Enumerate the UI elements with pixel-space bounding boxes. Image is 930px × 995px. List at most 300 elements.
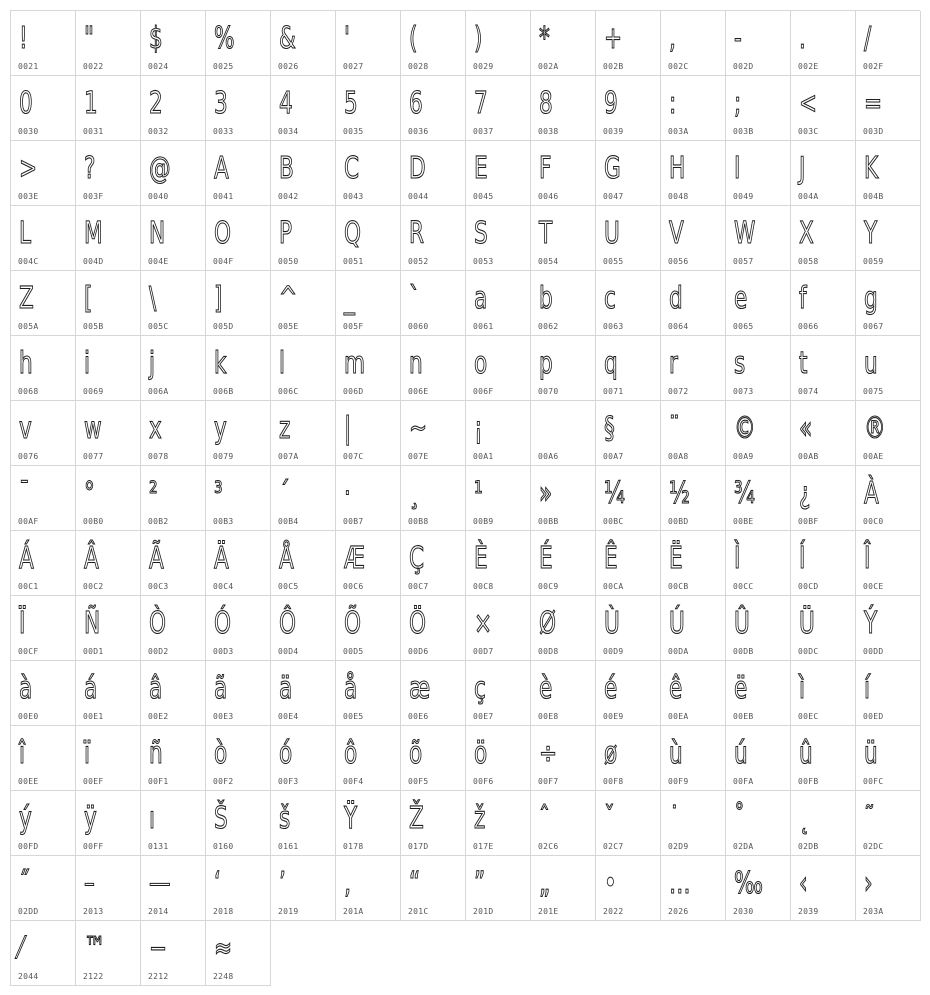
glyph-cell (141, 531, 206, 596)
glyph-cell (466, 596, 531, 661)
glyph-sample: m (344, 346, 366, 381)
glyph-cell (661, 531, 726, 596)
glyph-sample: Ž (409, 801, 424, 836)
glyph-cell (141, 791, 206, 856)
glyph-sample: b (539, 281, 553, 316)
glyph-cell (141, 856, 206, 921)
glyph-codepoint: 0033 (213, 127, 234, 136)
glyph-sample: S (474, 216, 488, 251)
glyph-sample: Ê (604, 541, 618, 576)
glyph-sample: Ö (409, 606, 427, 641)
glyph-codepoint: 0064 (668, 322, 689, 331)
glyph-codepoint: 00E7 (473, 712, 494, 721)
glyph-cell (791, 206, 856, 271)
glyph-codepoint: 0061 (473, 322, 494, 331)
glyph-sample: ¹ (474, 476, 483, 511)
glyph-cell (271, 791, 336, 856)
glyph-codepoint: 2044 (18, 972, 39, 981)
glyph-cell (726, 11, 791, 76)
glyph-cell (11, 466, 76, 531)
glyph-cell (206, 596, 271, 661)
glyph-sample: ý (19, 801, 32, 836)
glyph-cell (726, 856, 791, 921)
glyph-codepoint: 00B7 (343, 517, 364, 526)
glyph-sample: Ä (214, 541, 229, 576)
glyph-codepoint: 00A1 (473, 452, 494, 461)
glyph-codepoint: 0054 (538, 257, 559, 266)
glyph-codepoint: 2018 (213, 907, 234, 916)
glyph-codepoint: 2014 (148, 907, 169, 916)
glyph-cell (726, 141, 791, 206)
glyph-codepoint: 017D (408, 842, 429, 851)
glyph-codepoint: 00D9 (603, 647, 624, 656)
glyph-codepoint: 00C7 (408, 582, 429, 591)
glyph-cell (141, 921, 206, 986)
glyph-codepoint: 201E (538, 907, 559, 916)
glyph-codepoint: 00E2 (148, 712, 169, 721)
glyph-sample: ¾ (734, 476, 755, 511)
glyph-cell (726, 336, 791, 401)
glyph-cell (11, 791, 76, 856)
glyph-codepoint: 0036 (408, 127, 429, 136)
glyph-sample: ø (604, 736, 618, 771)
glyph-codepoint: 004E (148, 257, 169, 266)
glyph-codepoint: 00C5 (278, 582, 299, 591)
glyph-cell (466, 661, 531, 726)
glyph-sample: * (539, 21, 550, 56)
glyph-cell (856, 856, 921, 921)
glyph-codepoint: 2039 (798, 907, 819, 916)
glyph-codepoint: 006D (343, 387, 364, 396)
glyph-sample: Û (734, 606, 750, 641)
glyph-codepoint: 00F8 (603, 777, 624, 786)
glyph-cell (336, 531, 401, 596)
glyph-codepoint: 00D4 (278, 647, 299, 656)
glyph-codepoint: 002E (798, 62, 819, 71)
glyph-sample: e (734, 281, 748, 316)
glyph-sample: ; (734, 86, 742, 121)
glyph-codepoint: 0032 (148, 127, 169, 136)
glyph-codepoint: 005C (148, 322, 169, 331)
glyph-sample: W (734, 216, 756, 251)
glyph-codepoint: 0065 (733, 322, 754, 331)
glyph-cell (531, 271, 596, 336)
glyph-sample: ï (84, 736, 91, 771)
glyph-cell (206, 856, 271, 921)
glyph-cell (336, 76, 401, 141)
glyph-sample: ” (474, 866, 486, 901)
glyph-cell (726, 791, 791, 856)
glyph-codepoint: 0043 (343, 192, 364, 201)
glyph-sample: Ú (669, 606, 685, 641)
glyph-codepoint: 0178 (343, 842, 364, 851)
glyph-cell (791, 401, 856, 466)
glyph-codepoint: 0049 (733, 192, 754, 201)
glyph-cell (596, 596, 661, 661)
glyph-cell (466, 76, 531, 141)
glyph-sample: ê (669, 671, 683, 706)
glyph-sample: – (84, 866, 95, 901)
glyph-sample: ¼ (604, 476, 625, 511)
glyph-codepoint: 00B4 (278, 517, 299, 526)
glyph-sample: ˙ (669, 801, 680, 836)
glyph-sample: ‘ (214, 866, 221, 901)
glyph-sample: ä (279, 671, 293, 706)
glyph-cell (206, 791, 271, 856)
glyph-codepoint: 00BC (603, 517, 624, 526)
glyph-cell (76, 661, 141, 726)
glyph-codepoint: 00F2 (213, 777, 234, 786)
glyph-sample: + (604, 21, 623, 56)
glyph-codepoint: 00C6 (343, 582, 364, 591)
glyph-codepoint: 0072 (668, 387, 689, 396)
glyph-sample: ® (864, 411, 886, 446)
glyph-cell (141, 726, 206, 791)
glyph-codepoint: 00FA (733, 777, 754, 786)
glyph-cell (856, 726, 921, 791)
glyph-codepoint: 004F (213, 257, 234, 266)
glyph-codepoint: 002B (603, 62, 624, 71)
glyph-codepoint: 00BF (798, 517, 819, 526)
glyph-cell (726, 596, 791, 661)
glyph-sample: ¸ (409, 476, 420, 511)
glyph-sample: — (149, 866, 171, 901)
glyph-cell (141, 271, 206, 336)
glyph-cell (206, 271, 271, 336)
glyph-sample: ‹ (799, 866, 808, 901)
glyph-cell (791, 466, 856, 531)
glyph-sample: d (669, 281, 683, 316)
glyph-cell (11, 76, 76, 141)
glyph-sample: ° (84, 476, 95, 511)
glyph-sample: k (214, 346, 227, 381)
glyph-sample: Ñ (84, 606, 101, 641)
glyph-codepoint: 00BD (668, 517, 689, 526)
glyph-codepoint: 0055 (603, 257, 624, 266)
glyph-codepoint: 2122 (83, 972, 104, 981)
glyph-cell (596, 206, 661, 271)
glyph-cell (791, 596, 856, 661)
glyph-codepoint: 00F6 (473, 777, 494, 786)
glyph-codepoint: 0160 (213, 842, 234, 851)
glyph-cell (466, 791, 531, 856)
glyph-sample: ÷ (539, 736, 558, 771)
glyph-cell (11, 856, 76, 921)
glyph-sample: é (604, 671, 618, 706)
glyph-codepoint: 00D2 (148, 647, 169, 656)
glyph-sample: C (344, 151, 360, 186)
glyph-sample: ≈ (214, 931, 233, 966)
glyph-codepoint: 005E (278, 322, 299, 331)
glyph-sample: à (19, 671, 33, 706)
glyph-codepoint: 00C1 (18, 582, 39, 591)
glyph-cell (661, 141, 726, 206)
glyph-codepoint: 00FC (863, 777, 884, 786)
glyph-cell (856, 466, 921, 531)
glyph-cell (141, 206, 206, 271)
glyph-codepoint: 00CB (668, 582, 689, 591)
glyph-cell (726, 76, 791, 141)
glyph-cell (141, 661, 206, 726)
glyph-sample: 3 (214, 86, 228, 121)
glyph-codepoint: 017E (473, 842, 494, 851)
glyph-codepoint: 00D6 (408, 647, 429, 656)
glyph-cell (791, 726, 856, 791)
glyph-codepoint: 006B (213, 387, 234, 396)
glyph-sample: ˜ (864, 801, 875, 836)
glyph-codepoint: 201C (408, 907, 429, 916)
glyph-cell (11, 726, 76, 791)
glyph-codepoint: 00CD (798, 582, 819, 591)
glyph-cell (466, 531, 531, 596)
glyph-cell (336, 206, 401, 271)
glyph-cell (856, 206, 921, 271)
glyph-codepoint: 0034 (278, 127, 299, 136)
glyph-sample: À (864, 476, 879, 511)
glyph-codepoint: 0035 (343, 127, 364, 136)
glyph-codepoint: 0047 (603, 192, 624, 201)
glyph-cell (856, 11, 921, 76)
glyph-codepoint: 00EA (668, 712, 689, 721)
glyph-codepoint: 00C2 (83, 582, 104, 591)
glyph-cell (206, 466, 271, 531)
glyph-sample: j (149, 346, 156, 381)
glyph-codepoint: 003D (863, 127, 884, 136)
glyph-codepoint: 0025 (213, 62, 234, 71)
glyph-codepoint: 00F3 (278, 777, 299, 786)
glyph-cell (726, 271, 791, 336)
glyph-codepoint: 00F1 (148, 777, 169, 786)
glyph-cell (336, 726, 401, 791)
glyph-codepoint: 0030 (18, 127, 39, 136)
glyph-codepoint: 00B0 (83, 517, 104, 526)
glyph-codepoint: 0068 (18, 387, 39, 396)
glyph-cell (856, 401, 921, 466)
glyph-cell (531, 76, 596, 141)
glyph-sample: & (279, 21, 296, 56)
glyph-codepoint: 2013 (83, 907, 104, 916)
glyph-codepoint: 2030 (733, 907, 754, 916)
glyph-sample: g (864, 281, 878, 316)
glyph-sample: ˚ (734, 801, 745, 836)
glyph-codepoint: 02DA (733, 842, 754, 851)
glyph-sample: 2 (149, 86, 163, 121)
glyph-codepoint: 0066 (798, 322, 819, 331)
glyph-cell (401, 336, 466, 401)
glyph-sample: ë (734, 671, 748, 706)
glyph-codepoint: 0058 (798, 257, 819, 266)
glyph-sample: “ (409, 866, 421, 901)
glyph-sample: õ (409, 736, 423, 771)
glyph-cell (141, 596, 206, 661)
glyph-sample: ^ (279, 281, 298, 316)
glyph-cell (531, 141, 596, 206)
glyph-sample: ç (474, 671, 486, 706)
glyph-sample: ¯ (19, 476, 30, 511)
glyph-codepoint: 00AF (18, 517, 39, 526)
glyph-codepoint: 201A (343, 907, 364, 916)
glyph-sample: ] (214, 281, 223, 316)
glyph-codepoint: 006C (278, 387, 299, 396)
glyph-codepoint: 00D1 (83, 647, 104, 656)
glyph-cell (76, 76, 141, 141)
glyph-cell (531, 531, 596, 596)
glyph-sample: $ (149, 21, 163, 56)
glyph-cell (401, 401, 466, 466)
glyph-cell (401, 856, 466, 921)
glyph-codepoint: 00CC (733, 582, 754, 591)
glyph-sample: ó (279, 736, 293, 771)
glyph-sample: Ý (864, 606, 878, 641)
glyph-sample: ) (474, 21, 483, 56)
glyph-cell (11, 11, 76, 76)
glyph-sample: \ (149, 281, 157, 316)
glyph-sample: ˇ (604, 801, 615, 836)
glyph-sample: ~ (409, 411, 428, 446)
glyph-sample: ¡ (474, 411, 483, 446)
glyph-sample: ½ (669, 476, 690, 511)
glyph-codepoint: 00BE (733, 517, 754, 526)
glyph-sample: − (149, 931, 168, 966)
glyph-codepoint: 00A8 (668, 452, 689, 461)
glyph-codepoint: 00E9 (603, 712, 624, 721)
glyph-cell (336, 141, 401, 206)
glyph-sample: ã (214, 671, 228, 706)
glyph-codepoint: 0161 (278, 842, 299, 851)
glyph-sample: 9 (604, 86, 618, 121)
glyph-sample: Î (864, 541, 871, 576)
glyph-cell (726, 466, 791, 531)
glyph-sample: v (19, 411, 32, 446)
glyph-codepoint: 00A7 (603, 452, 624, 461)
glyph-cell (76, 791, 141, 856)
glyph-cell (206, 11, 271, 76)
glyph-cell (271, 76, 336, 141)
glyph-codepoint: 003B (733, 127, 754, 136)
glyph-codepoint: 00E1 (83, 712, 104, 721)
glyph-sample: X (799, 216, 814, 251)
glyph-codepoint: 0028 (408, 62, 429, 71)
glyph-codepoint: 007C (343, 452, 364, 461)
glyph-sample: Á (19, 541, 34, 576)
glyph-codepoint: 00CE (863, 582, 884, 591)
glyph-cell (76, 531, 141, 596)
glyph-cell (11, 661, 76, 726)
glyph-sample: ò (214, 736, 228, 771)
glyph-codepoint: 2019 (278, 907, 299, 916)
glyph-codepoint: 00F4 (343, 777, 364, 786)
glyph-codepoint: 201D (473, 907, 494, 916)
glyph-cell (401, 726, 466, 791)
glyph-codepoint: 0057 (733, 257, 754, 266)
glyph-codepoint: 00EE (18, 777, 39, 786)
glyph-cell (661, 661, 726, 726)
glyph-cell (11, 596, 76, 661)
glyph-sample: < (799, 86, 818, 121)
glyph-sample: ˝ (19, 866, 30, 901)
glyph-sample: Ù (604, 606, 620, 641)
glyph-sample: R (409, 216, 425, 251)
glyph-codepoint: 00DC (798, 647, 819, 656)
glyph-sample: E (474, 151, 488, 186)
glyph-cell (76, 206, 141, 271)
glyph-sample: p (539, 346, 553, 381)
glyph-cell (661, 466, 726, 531)
glyph-sample: ‚ (344, 866, 351, 901)
glyph-cell (596, 856, 661, 921)
glyph-cell (596, 76, 661, 141)
glyph-sample: Ó (214, 606, 232, 641)
glyph-sample: ² (149, 476, 158, 511)
glyph-sample: ' (344, 21, 350, 56)
glyph-sample: ž (474, 801, 486, 836)
glyph-codepoint: 00C9 (538, 582, 559, 591)
glyph-codepoint: 00E4 (278, 712, 299, 721)
glyph-codepoint: 0078 (148, 452, 169, 461)
glyph-sample: › (864, 866, 873, 901)
glyph-cell (596, 466, 661, 531)
glyph-sample: Å (279, 541, 294, 576)
glyph-codepoint: 005B (83, 322, 104, 331)
glyph-codepoint: 005F (343, 322, 364, 331)
glyph-cell (466, 11, 531, 76)
glyph-sample: ` (409, 281, 420, 316)
glyph-codepoint: 004B (863, 192, 884, 201)
glyph-sample: J (799, 151, 806, 186)
glyph-cell (206, 531, 271, 596)
glyph-codepoint: 0038 (538, 127, 559, 136)
glyph-codepoint: 0059 (863, 257, 884, 266)
glyph-cell (596, 336, 661, 401)
glyph-sample: È (474, 541, 488, 576)
glyph-cell (76, 401, 141, 466)
glyph-cell (466, 141, 531, 206)
glyph-codepoint: 003C (798, 127, 819, 136)
glyph-sample: Ë (669, 541, 683, 576)
glyph-cell (206, 726, 271, 791)
glyph-sample: Â (84, 541, 99, 576)
glyph-codepoint: 007A (278, 452, 299, 461)
glyph-cell (531, 401, 596, 466)
glyph-sample: G (604, 151, 621, 186)
glyph-cell (271, 596, 336, 661)
glyph-cell (11, 141, 76, 206)
glyph-cell (466, 401, 531, 466)
glyph-codepoint: 003A (668, 127, 689, 136)
glyph-cell (206, 661, 271, 726)
glyph-cell (596, 726, 661, 791)
glyph-cell (531, 206, 596, 271)
glyph-sample: û (799, 736, 813, 771)
glyph-cell (661, 11, 726, 76)
glyph-codepoint: 0037 (473, 127, 494, 136)
glyph-cell (401, 661, 466, 726)
glyph-sample: F (539, 151, 552, 186)
glyph-cell (271, 141, 336, 206)
glyph-sample: % (214, 21, 235, 56)
glyph-cell (856, 531, 921, 596)
glyph-cell (401, 11, 466, 76)
glyph-codepoint: 005D (213, 322, 234, 331)
glyph-codepoint: 00F9 (668, 777, 689, 786)
glyph-codepoint: 0062 (538, 322, 559, 331)
glyph-sample: í (864, 671, 871, 706)
glyph-cell (531, 856, 596, 921)
glyph-sample: 5 (344, 86, 358, 121)
glyph-codepoint: 0031 (83, 127, 104, 136)
glyph-codepoint: 00A6 (538, 452, 559, 461)
glyph-sample: Ã (149, 541, 164, 576)
